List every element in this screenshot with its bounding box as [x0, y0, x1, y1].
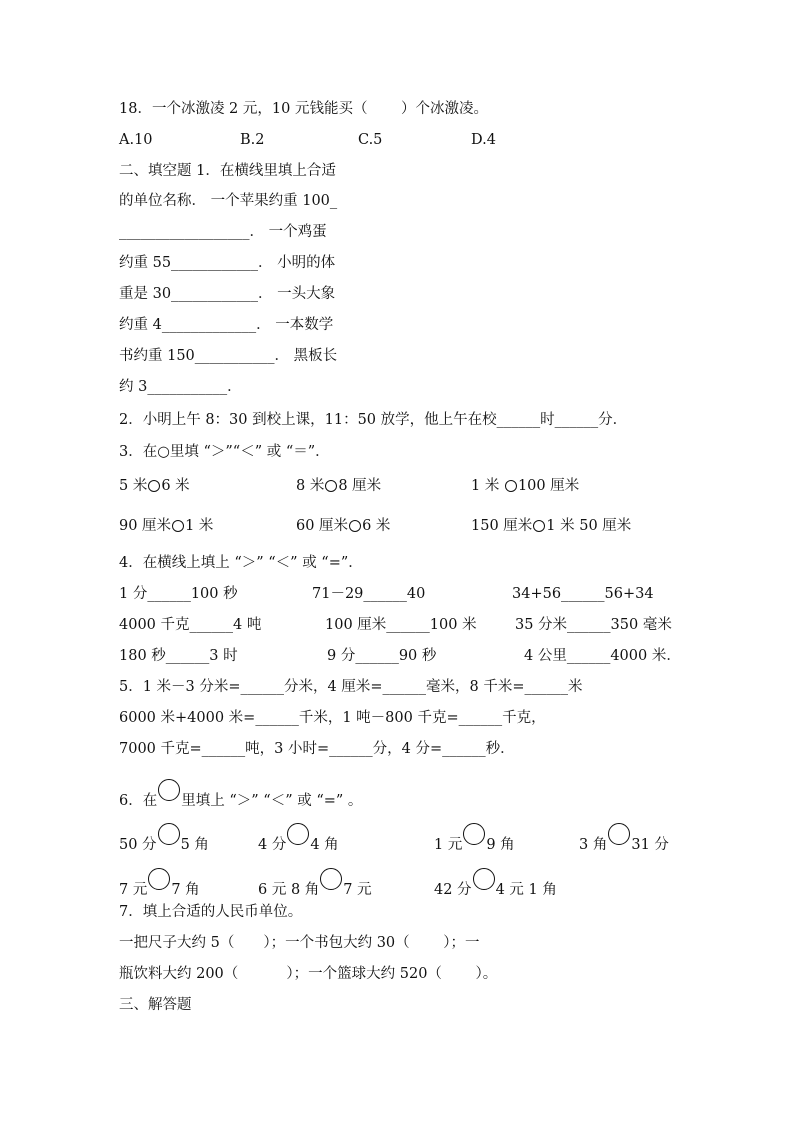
answer-circle-icon[interactable]	[533, 520, 545, 532]
answer-circle-icon[interactable]	[287, 823, 309, 845]
answer-circle-icon[interactable]	[463, 823, 485, 845]
q1-line: 的单位名称． 一个苹果约重 100_	[119, 193, 338, 209]
section-2-heading: 二、填空题 1．在横线里填上合适	[119, 163, 336, 179]
answer-circle-icon[interactable]	[349, 520, 361, 532]
q4-item: 35 分米______350 毫米	[515, 617, 672, 633]
q4-item: 1 分______100 秒	[119, 586, 238, 602]
q4-item: 9 分______90 秒	[327, 648, 437, 664]
question-6-stem: 6．在 里填上 “＞” “＜” 或 “=” 。	[119, 779, 362, 811]
q18-option-b: B.2	[240, 132, 265, 148]
q6-compare-item: 6 元 8 角 7 元	[258, 868, 372, 900]
q4-item: 180 秒______3 时	[119, 648, 238, 664]
q6-compare-item: 1 元 9 角	[434, 823, 515, 855]
q1-line: 书约重 150___________． 黑板长	[119, 348, 338, 364]
q1-line: 重是 30____________． 一头大象	[119, 286, 336, 302]
answer-circle-icon[interactable]	[172, 520, 184, 532]
q4-item: 71－29______40	[312, 586, 426, 602]
question-7-line: 一把尺子大约 5（ ）；一个书包大约 30（ ）；一	[119, 935, 480, 951]
question-7-stem: 7．填上合适的人民币单位。	[119, 904, 303, 920]
answer-circle-icon[interactable]	[148, 480, 160, 492]
q3-compare-item: 150 厘米 1 米 50 厘米	[471, 518, 632, 534]
q18-option-d: D.4	[471, 132, 496, 148]
q3-compare-item: 1 米 100 厘米	[471, 478, 580, 494]
question-3-stem: 3．在○里填 “＞”“＜” 或 “＝”．	[119, 444, 330, 460]
q1-line: 约 3___________．	[119, 379, 242, 395]
q1-line: __________________． 一个鸡蛋	[119, 224, 327, 240]
question-7-line: 瓶饮料大约 200（ ）；一个篮球大约 520（ ）。	[119, 966, 498, 982]
q6-compare-item: 4 分 4 角	[258, 823, 339, 855]
q4-item: 4 公里______4000 米．	[524, 648, 681, 664]
answer-circle-icon[interactable]	[473, 868, 495, 890]
q1-line: 约重 55____________． 小明的体	[119, 255, 336, 271]
q4-item: 4000 千克______4 吨	[119, 617, 262, 633]
answer-circle-icon[interactable]	[320, 868, 342, 890]
q4-item: 34+56______56+34	[512, 586, 654, 602]
q18-option-a: A.10	[119, 132, 153, 148]
answer-circle-icon[interactable]	[325, 480, 337, 492]
answer-circle-icon[interactable]	[608, 823, 630, 845]
question-2: 2．小明上午 8：30 到校上课，11：50 放学，他上午在校______时______分．	[119, 412, 628, 428]
answer-circle-icon[interactable]	[148, 868, 170, 890]
section-3-heading: 三、解答题	[119, 997, 192, 1013]
q1-line: 约重 4_____________． 一本数学	[119, 317, 334, 333]
q18-option-c: C.5	[358, 132, 383, 148]
question-4-stem: 4．在横线上填上 “＞” “＜” 或 “=”．	[119, 555, 363, 571]
q4-item: 100 厘米______100 米	[325, 617, 477, 633]
q6-compare-item: 7 元 7 角	[119, 868, 200, 900]
q3-compare-item: 5 米 6 米	[119, 478, 190, 494]
question-5-line: 5．1 米－3 分米=______分米，4 厘米=______毫米，8 千米=______米	[119, 679, 583, 695]
answer-circle-icon[interactable]	[158, 823, 180, 845]
q3-compare-item: 90 厘米 1 米	[119, 518, 214, 534]
question-18-stem: 18．一个冰激凌 2 元，10 元钱能买（ ）个冰激凌。	[119, 101, 489, 117]
q6-compare-item: 42 分 4 元 1 角	[434, 868, 557, 900]
question-5-line: 6000 米+4000 米=______千米，1 吨－800 千克=______千克，	[119, 710, 546, 726]
question-5-line: 7000 千克=______吨，3 小时=______分，4 分=______秒．	[119, 741, 515, 757]
answer-circle-icon[interactable]	[505, 480, 517, 492]
q3-compare-item: 8 米 8 厘米	[296, 478, 382, 494]
circle-icon	[158, 779, 180, 801]
q3-compare-item: 60 厘米 6 米	[296, 518, 391, 534]
q6-compare-item: 3 角 31 分	[579, 823, 669, 855]
q6-compare-item: 50 分 5 角	[119, 823, 209, 855]
